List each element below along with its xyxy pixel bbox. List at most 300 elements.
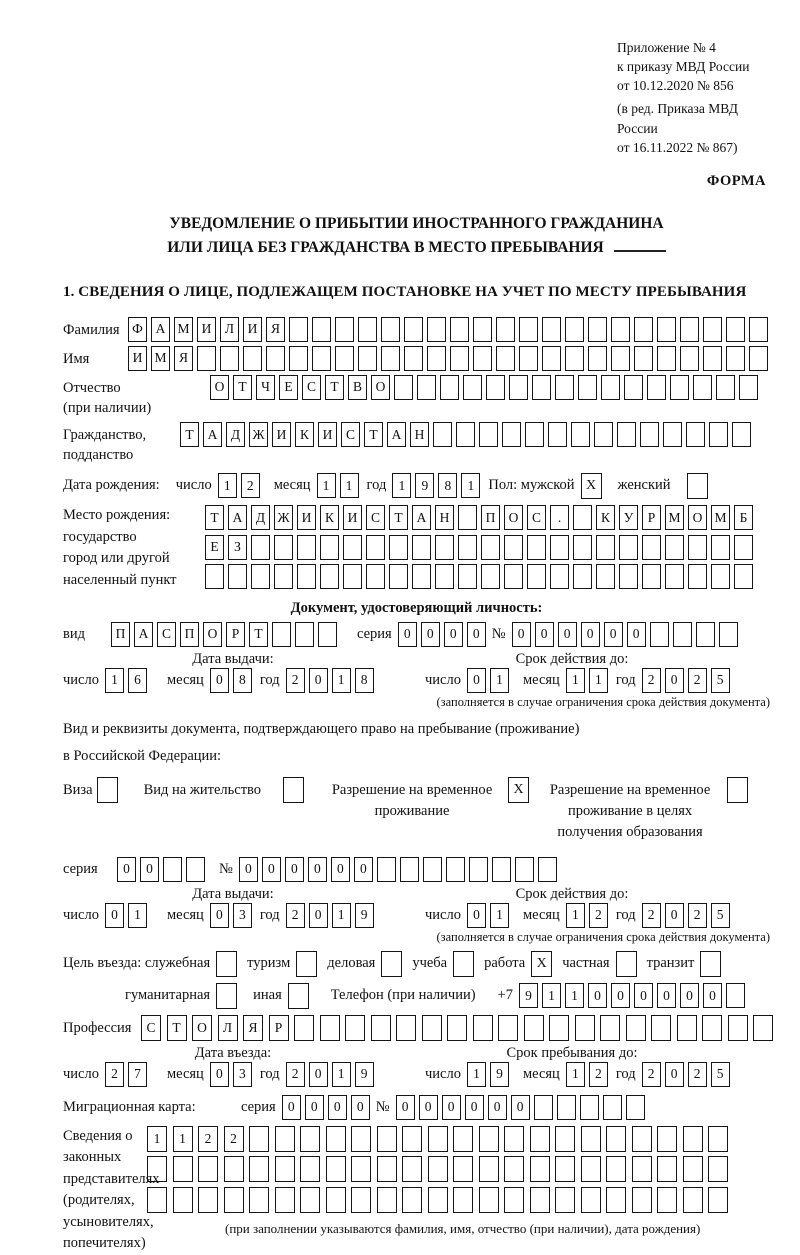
form-cell: 1 — [566, 1062, 585, 1087]
form-cell — [588, 317, 607, 342]
form-cell: О — [203, 622, 222, 647]
form-cell — [351, 1126, 371, 1152]
residence-doc-intro: Вид и реквизиты документа, подтверждающего право на пребывание (проживание) в Российской Федерации: — [63, 720, 580, 765]
form-cell — [427, 346, 446, 371]
form-cell — [702, 1015, 722, 1041]
form-cell — [726, 983, 745, 1008]
form-cell: 0 — [657, 983, 676, 1008]
form-cell: А — [134, 622, 153, 647]
form-cell: 0 — [239, 857, 258, 882]
birthplace-label: Место рождения: государство город или другой населенный пункт — [63, 507, 177, 588]
form-cell — [469, 857, 488, 882]
entry-month-cells — [210, 1062, 256, 1087]
series-label: серия — [241, 1098, 276, 1115]
form-cell — [492, 857, 511, 882]
form-cell: 0 — [308, 857, 327, 882]
form-cell: 0 — [535, 622, 554, 647]
form-cell — [400, 857, 419, 882]
form-cell: 0 — [511, 1095, 530, 1120]
form-cell — [251, 564, 270, 589]
entry-dates — [63, 1062, 770, 1087]
year-label: год — [259, 906, 280, 923]
form-cell: О — [504, 505, 523, 530]
form-cell: 7 — [128, 1062, 147, 1087]
form-cell — [549, 1015, 569, 1041]
residence-doc-dates — [63, 903, 770, 928]
form-title-line2: ИЛИ ЛИЦА БЕЗ ГРАЖДАНСТВА В МЕСТО ПРЕБЫВАНИЯ — [63, 236, 770, 260]
form-cell: 1 — [317, 473, 336, 498]
form-cell — [581, 1187, 601, 1213]
sex-female-label: женский — [617, 477, 671, 494]
month-label: месяц — [166, 671, 204, 688]
identity-doc-heading: Документ, удостоверяющий личность: — [290, 599, 543, 616]
valid-until-head: Срок действия до: — [515, 885, 629, 902]
form-cell — [394, 375, 413, 400]
form-cell — [377, 1126, 397, 1152]
form-cell: 0 — [467, 668, 486, 693]
form-cell — [326, 1187, 346, 1213]
form-cell: 2 — [688, 668, 707, 693]
year-label: год — [615, 1065, 636, 1082]
form-cell — [657, 317, 676, 342]
form-cell: 0 — [634, 983, 653, 1008]
form-cell: 0 — [309, 903, 328, 928]
sex-male-label: Пол: мужской — [488, 477, 575, 494]
form-cell: 0 — [611, 983, 630, 1008]
form-cell — [163, 857, 182, 882]
form-cell — [619, 564, 638, 589]
form-cell: Т — [389, 505, 408, 530]
res-valid-year-cells — [642, 903, 734, 928]
form-cell — [711, 564, 730, 589]
purpose-transit-checkbox — [700, 951, 721, 977]
birthplace-group — [63, 505, 770, 594]
representatives-row2-cells — [147, 1156, 734, 1182]
form-cell — [326, 1126, 346, 1152]
form-cell — [417, 375, 436, 400]
form-cell: 5 — [711, 668, 730, 693]
form-cell — [197, 346, 216, 371]
birth-year-cells — [392, 473, 484, 498]
form-cell — [578, 375, 597, 400]
doc-series-cells — [398, 622, 490, 647]
form-cell — [479, 422, 498, 447]
form-cell: 1 — [218, 473, 237, 498]
form-cell: Д — [251, 505, 270, 530]
form-cell: 9 — [355, 1062, 374, 1087]
form-cell — [224, 1187, 244, 1213]
form-cell — [205, 564, 224, 589]
form-cell — [275, 1156, 295, 1182]
form-cell — [606, 1156, 626, 1182]
form-cell: 2 — [224, 1126, 244, 1152]
form-cell: А — [203, 422, 222, 447]
form-cell — [734, 535, 753, 560]
edition-date-line: от 16.11.2022 № 867) — [617, 139, 738, 155]
form-cell — [606, 1126, 626, 1152]
form-cell: 0 — [331, 857, 350, 882]
form-cell — [683, 1126, 703, 1152]
purpose-study-label: учеба — [412, 955, 448, 972]
form-cell: Т — [205, 505, 224, 530]
form-cell — [708, 1126, 728, 1152]
form-cell — [703, 346, 722, 371]
form-cell: В — [348, 375, 367, 400]
migration-card-row — [63, 1095, 770, 1120]
form-cell — [677, 1015, 697, 1041]
form-cell — [458, 535, 477, 560]
form-cell — [447, 1015, 467, 1041]
form-cell — [708, 1187, 728, 1213]
form-cell — [657, 1187, 677, 1213]
form-cell: 9 — [415, 473, 434, 498]
form-cell — [657, 346, 676, 371]
form-cell: Н — [435, 505, 454, 530]
form-cell — [749, 346, 768, 371]
form-cell: 8 — [438, 473, 457, 498]
form-cell: 0 — [665, 903, 684, 928]
form-cell: И — [297, 505, 316, 530]
day-label: число — [63, 1065, 99, 1082]
form-cell: Т — [325, 375, 344, 400]
form-cell — [463, 375, 482, 400]
form-cell: К — [295, 422, 314, 447]
form-cell — [555, 1187, 575, 1213]
year-label: год — [259, 671, 280, 688]
form-cell: К — [320, 505, 339, 530]
form-cell: 0 — [262, 857, 281, 882]
form-cell: 0 — [210, 903, 229, 928]
migration-series-cells — [282, 1095, 374, 1120]
month-label: месяц — [166, 1065, 204, 1082]
form-cell: Б — [734, 505, 753, 530]
form-cell: . — [550, 505, 569, 530]
form-cell — [186, 857, 205, 882]
name-row — [63, 346, 770, 371]
form-cell: 8 — [233, 668, 252, 693]
form-cell — [557, 1095, 576, 1120]
form-cell: 5 — [711, 903, 730, 928]
form-cell: 1 — [392, 473, 411, 498]
form-cell: 1 — [147, 1126, 167, 1152]
form-cell — [611, 346, 630, 371]
form-cell: 3 — [233, 903, 252, 928]
form-cell: Р — [226, 622, 245, 647]
name-cells — [128, 346, 772, 371]
form-cell: Т — [233, 375, 252, 400]
visit-purpose-row — [63, 951, 770, 977]
form-cell: 2 — [688, 903, 707, 928]
form-cell: 0 — [665, 1062, 684, 1087]
form-cell — [642, 535, 661, 560]
form-cell — [647, 375, 666, 400]
form-cell — [542, 346, 561, 371]
form-cell — [381, 317, 400, 342]
form-cell — [600, 1015, 620, 1041]
form-cell — [575, 1015, 595, 1041]
form-cell: 0 — [558, 622, 577, 647]
form-cell — [300, 1187, 320, 1213]
year-label: год — [615, 906, 636, 923]
issue-date-head: Дата выдачи: — [192, 650, 274, 667]
form-cell: Ф — [128, 317, 147, 342]
form-cell — [573, 564, 592, 589]
form-cell: 0 — [140, 857, 159, 882]
birthplace-row1-cells — [205, 505, 757, 530]
issue-year-cells — [286, 668, 378, 693]
form-cell: Д — [226, 422, 245, 447]
order-line: к приказу МВД России — [617, 59, 750, 75]
purpose-private-checkbox — [616, 951, 637, 977]
form-cell — [479, 1187, 499, 1213]
valid-until-head: Срок действия до: — [515, 650, 629, 667]
form-cell: 0 — [210, 668, 229, 693]
identity-doc-note: (заполняется в случае ограничения срока действия документа) — [436, 694, 770, 709]
form-cell: К — [596, 505, 615, 530]
form-cell: С — [157, 622, 176, 647]
form-cell: Т — [364, 422, 383, 447]
form-cell: Н — [410, 422, 429, 447]
form-cell — [198, 1156, 218, 1182]
form-cell — [749, 317, 768, 342]
form-cell: 0 — [488, 1095, 507, 1120]
phone-label: Телефон (при наличии) — [330, 987, 476, 1004]
form-cell — [619, 535, 638, 560]
form-cell: М — [711, 505, 730, 530]
form-cell: Т — [167, 1015, 187, 1041]
form-cell — [358, 346, 377, 371]
form-cell — [703, 317, 722, 342]
form-cell: А — [412, 505, 431, 530]
form-cell — [371, 1015, 391, 1041]
birthplace-rows — [205, 505, 757, 594]
form-cell — [611, 317, 630, 342]
form-cell — [519, 317, 538, 342]
form-cell — [458, 505, 477, 530]
form-cell: 0 — [282, 1095, 301, 1120]
form-cell: 1 — [128, 903, 147, 928]
form-cell: А — [228, 505, 247, 530]
residence-permit-checkbox — [283, 777, 304, 803]
stay-until-head: Срок пребывания до: — [506, 1044, 638, 1061]
form-cell — [266, 346, 285, 371]
form-cell: 2 — [105, 1062, 124, 1087]
form-cell — [289, 317, 308, 342]
identity-doc-dates-head — [63, 651, 770, 668]
form-cell — [663, 422, 682, 447]
form-cell — [617, 422, 636, 447]
form-cell: Е — [279, 375, 298, 400]
birth-month-cells — [317, 473, 363, 498]
form-cell — [453, 1187, 473, 1213]
patronymic-row — [63, 375, 770, 418]
form-cell — [343, 535, 362, 560]
birthdate-row — [63, 473, 770, 499]
form-cell — [312, 317, 331, 342]
form-cell: С — [527, 505, 546, 530]
form-cell — [228, 564, 247, 589]
form-cell: Т — [180, 422, 199, 447]
form-cell — [224, 1156, 244, 1182]
form-cell — [719, 622, 738, 647]
form-cell: И — [318, 422, 337, 447]
form-cell: О — [688, 505, 707, 530]
form-cell: П — [111, 622, 130, 647]
entry-year-cells — [286, 1062, 378, 1087]
citizenship-row — [63, 422, 770, 465]
form-cell — [173, 1156, 193, 1182]
form-cell: 0 — [627, 622, 646, 647]
form-cell: 0 — [421, 622, 440, 647]
form-cell — [550, 535, 569, 560]
form-cell: 2 — [198, 1126, 218, 1152]
form-cell — [320, 1015, 340, 1041]
issue-day-cells — [105, 668, 151, 693]
form-cell — [300, 1126, 320, 1152]
representatives-group — [63, 1126, 770, 1255]
form-cell — [504, 535, 523, 560]
form-cell — [580, 1095, 599, 1120]
valid-day-cells — [467, 668, 513, 693]
form-cell — [389, 564, 408, 589]
visa-label: Виза — [63, 781, 93, 798]
doc-type-cells — [111, 622, 341, 647]
form-cell — [220, 346, 239, 371]
purpose-work-label: работа — [484, 955, 526, 972]
form-cell: 1 — [565, 983, 584, 1008]
form-cell — [542, 317, 561, 342]
series-label: серия — [63, 860, 98, 877]
form-cell: 2 — [241, 473, 260, 498]
residence-doc-series-row — [63, 857, 770, 882]
form-cell — [297, 535, 316, 560]
form-cell: 0 — [210, 1062, 229, 1087]
res-issue-year-cells — [286, 903, 378, 928]
form-cell — [396, 1015, 416, 1041]
surname-cells — [128, 317, 772, 342]
form-cell — [680, 346, 699, 371]
form-cell — [412, 564, 431, 589]
form-cell: 1 — [461, 473, 480, 498]
form-cell: 0 — [354, 857, 373, 882]
purpose-other-label: иная — [253, 987, 282, 1004]
form-cell: Ж — [274, 505, 293, 530]
form-cell — [594, 422, 613, 447]
form-cell — [433, 422, 452, 447]
form-cell — [571, 422, 590, 447]
patronymic-label: Отчество (при наличии) — [63, 379, 152, 416]
form-cell: П — [180, 622, 199, 647]
form-cell — [147, 1156, 167, 1182]
form-cell: 0 — [512, 622, 531, 647]
form-cell — [479, 1126, 499, 1152]
day-label: число — [63, 906, 99, 923]
form-cell — [377, 857, 396, 882]
temp-residence-label: Разрешение на временное проживание — [331, 781, 493, 819]
form-cell — [486, 375, 505, 400]
order-date-line: от 10.12.2020 № 856 — [617, 78, 734, 94]
form-cell — [624, 375, 643, 400]
form-cell — [527, 564, 546, 589]
form-cell — [596, 535, 615, 560]
form-cell — [670, 375, 689, 400]
temp-residence-education-label: Разрешение на временное проживание в целях получения образования — [549, 781, 711, 840]
identity-doc-dates — [63, 668, 770, 693]
year-label: год — [259, 1065, 280, 1082]
form-cell — [289, 346, 308, 371]
patronymic-cells — [210, 375, 762, 400]
series-label: серия — [357, 625, 392, 642]
form-cell — [453, 1156, 473, 1182]
res-valid-day-cells — [467, 903, 513, 928]
form-cell — [530, 1187, 550, 1213]
form-cell — [450, 346, 469, 371]
residence-series-cells — [117, 857, 209, 882]
form-cell — [318, 622, 337, 647]
purpose-tourism-label: туризм — [247, 955, 291, 972]
form-cell — [632, 1187, 652, 1213]
form-cell: 0 — [351, 1095, 370, 1120]
option-residence-permit — [144, 777, 304, 803]
form-cell — [275, 1187, 295, 1213]
form-cell — [739, 375, 758, 400]
form-cell: И — [243, 317, 262, 342]
representatives-note: (при заполнении указываются фамилия, имя, отчество (при наличии), дата рождения) — [225, 1220, 701, 1236]
res-issue-month-cells — [210, 903, 256, 928]
residence-number-cells — [239, 857, 561, 882]
form-cell — [402, 1187, 422, 1213]
form-cell: О — [371, 375, 390, 400]
form-cell — [673, 622, 692, 647]
form-cell — [312, 346, 331, 371]
form-cell — [428, 1156, 448, 1182]
form-cell: 9 — [355, 903, 374, 928]
form-cell: О — [192, 1015, 212, 1041]
migration-card-label: Миграционная карта: — [63, 1098, 196, 1115]
form-cell — [450, 317, 469, 342]
form-cell — [588, 346, 607, 371]
form-cell: Л — [220, 317, 239, 342]
day-label: число — [425, 1065, 461, 1082]
form-cell — [665, 564, 684, 589]
phone-cells — [519, 983, 749, 1008]
form-cell: 0 — [398, 622, 417, 647]
form-cell — [320, 564, 339, 589]
form-cell: 3 — [233, 1062, 252, 1087]
number-label: № — [219, 860, 233, 877]
form-cell — [726, 346, 745, 371]
form-cell: 2 — [286, 668, 305, 693]
form-cell: 0 — [396, 1095, 415, 1120]
form-cell: 0 — [604, 622, 623, 647]
form-cell — [711, 535, 730, 560]
form-cell — [650, 622, 669, 647]
form-cell — [274, 564, 293, 589]
purpose-other-checkbox — [288, 983, 309, 1009]
form-cell — [565, 346, 584, 371]
form-cell: 0 — [117, 857, 136, 882]
form-cell: И — [272, 422, 291, 447]
form-cell — [404, 317, 423, 342]
number-label: № — [375, 1098, 390, 1115]
representatives-row1-cells — [147, 1126, 734, 1152]
day-label: число — [175, 477, 212, 494]
form-cell — [423, 857, 442, 882]
form-cell — [428, 1126, 448, 1152]
visa-checkbox — [97, 777, 118, 803]
form-cell — [634, 317, 653, 342]
form-cell — [274, 535, 293, 560]
